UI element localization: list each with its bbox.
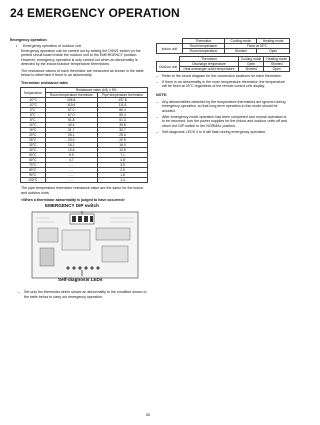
page-number: 55 bbox=[146, 413, 150, 417]
dash-icon: – bbox=[156, 99, 158, 104]
list-item bbox=[156, 74, 290, 79]
subheading: <When a thermistor abnormality is judged to have occurred> bbox=[21, 197, 125, 202]
note-heading: NOTE: bbox=[156, 92, 168, 97]
table-cell: 80°C bbox=[21, 168, 46, 173]
cell: Open bbox=[238, 62, 263, 67]
table-cell: 55.4 bbox=[98, 113, 148, 118]
cell: Shorted bbox=[238, 67, 263, 72]
table-cell: 25°C bbox=[21, 138, 46, 143]
table-cell: 3.5 bbox=[98, 163, 148, 168]
table-cell: 10.6 bbox=[45, 148, 97, 153]
page-title: 24 EMERGENCY OPERATION bbox=[10, 6, 180, 20]
col-header: Cooling mode bbox=[225, 39, 257, 44]
cell: Heat exchanger outlet temperature bbox=[180, 67, 239, 72]
table-cell: 7.1 bbox=[98, 153, 148, 158]
left-column bbox=[10, 38, 148, 301]
table-cell: 1.8 bbox=[98, 173, 148, 178]
table-cell: 6.9 bbox=[45, 153, 97, 158]
table-cell: 51.8 bbox=[45, 118, 97, 123]
table-cell: -10°C bbox=[21, 103, 46, 108]
table-cell: ...... bbox=[45, 163, 97, 168]
cell: Room temperature bbox=[182, 44, 224, 49]
left-dash-list bbox=[10, 290, 148, 299]
table-cell: 60°C bbox=[21, 158, 46, 163]
indoor-emergency-table bbox=[156, 38, 290, 54]
col-header: Heating mode bbox=[257, 39, 290, 44]
table-cell: 67.0 bbox=[45, 113, 97, 118]
right-dash-list bbox=[156, 74, 290, 89]
paragraph: The resistance values of each thermistor are measured as shown in the table below to determine if there is an abnormality. bbox=[21, 68, 144, 78]
table-cell: 20°C bbox=[21, 133, 46, 138]
table-cell: 2.5 bbox=[98, 168, 148, 173]
list-item bbox=[156, 100, 290, 114]
table-cell: 31.7 bbox=[45, 128, 97, 133]
table-cell: 20.5 bbox=[98, 138, 148, 143]
paragraph: Emergency operation can be carried out by setting the DSW1 switch on the printed circuit board inside the outdoor unit to the EMERGENCY position. However, emergency operation is only carried out when an abnormality is detected by the indoor/outdoor temperature thermistors. bbox=[21, 48, 141, 67]
table-cell: 1.4 bbox=[98, 178, 148, 183]
paragraph: The pipe temperature thermistor resistance value are the same for the indoor and outdoor units. bbox=[21, 186, 144, 195]
self-diagnosis-label: Self-diagnosis LEDs bbox=[58, 277, 103, 283]
table-cell: 100°C bbox=[21, 178, 46, 183]
table-row bbox=[21, 178, 148, 183]
table-cell: 16.1 bbox=[45, 143, 97, 148]
table-cell: 5°C bbox=[21, 113, 46, 118]
row-label: Outdoor unit bbox=[157, 62, 180, 72]
table-cell: 40.4 bbox=[45, 123, 97, 128]
table-cell: 30.7 bbox=[98, 128, 148, 133]
list-item-text: Refer to the circuit diagram for the connection locations for each thermistor. bbox=[162, 74, 282, 78]
list-item-text: Self-diagnosis LEDS 4 to 6 will flash during emergency operation. bbox=[162, 129, 267, 134]
table-cell: 5°C bbox=[21, 118, 46, 123]
table-cell: 119.6 bbox=[45, 103, 97, 108]
cell: Open bbox=[264, 67, 290, 72]
table-cell: 15°C bbox=[21, 128, 46, 133]
col-header: Cooling mode bbox=[238, 57, 263, 62]
cell: Room temperature bbox=[182, 49, 224, 54]
dash-icon: – bbox=[156, 114, 158, 119]
table-cell: ...... bbox=[45, 178, 97, 183]
col-header: Thermistor bbox=[180, 57, 239, 62]
table-cell: 25.0 bbox=[98, 133, 148, 138]
list-item-text: Any abnormalities detected by the temperature thermistors are ignored during emergency operation, so that long-term operation in this mode should be avoided. bbox=[162, 99, 286, 113]
col-header: Temperature bbox=[21, 88, 46, 98]
dash-icon: – bbox=[18, 290, 20, 295]
table-cell: 51.3 bbox=[98, 118, 148, 123]
col-header: Pipe temperature thermistor bbox=[98, 93, 148, 98]
list-item-text: Set only the thermistor which shows an abnormality to the condition shown in the table below to carry out emergency operation bbox=[24, 290, 147, 299]
table-cell: 197.8 bbox=[98, 98, 148, 103]
list-item-text: If there is an abnormality in the room temperature thermistor, the temperature will be fixed at 25°C regardless of the remote control unit display. bbox=[162, 79, 285, 89]
dash-icon: – bbox=[156, 79, 158, 84]
col-header: Room temperature thermistor bbox=[45, 93, 97, 98]
note-list bbox=[156, 100, 290, 135]
cell: Shorted bbox=[264, 62, 290, 67]
table-title: Thermistor resistance table bbox=[21, 80, 68, 85]
dash-icon: – bbox=[156, 129, 158, 134]
table-cell: ...... bbox=[45, 168, 97, 173]
list-item bbox=[156, 130, 290, 135]
right-column bbox=[156, 38, 290, 135]
table-cell: 66.4 bbox=[98, 108, 148, 113]
cell: Discharge temperature bbox=[180, 62, 239, 67]
table-cell: 39.8 bbox=[98, 123, 148, 128]
dash-icon: – bbox=[156, 74, 158, 78]
table-cell: -20°C bbox=[21, 98, 46, 103]
table-cell: 10.6 bbox=[98, 148, 148, 153]
cell: Shorted bbox=[225, 49, 257, 54]
thermistor-resistance-table bbox=[20, 87, 148, 183]
table-cell: 25.1 bbox=[45, 133, 97, 138]
dip-switch-label: EMERGENCY DIP switch bbox=[45, 203, 99, 209]
table-cell: 50°C bbox=[21, 153, 46, 158]
outdoor-emergency-table bbox=[156, 56, 290, 72]
table-cell: 40°C bbox=[21, 148, 46, 153]
table-cell: 70°C bbox=[21, 163, 46, 168]
table-cell: ...... bbox=[45, 173, 97, 178]
bullet-icon: • bbox=[16, 44, 18, 49]
table-cell: 30°C bbox=[21, 143, 46, 148]
table-cell: 206.8 bbox=[45, 98, 97, 103]
bullet-title: Emergency operation of outdoor unit bbox=[23, 44, 82, 49]
col-header: Heating mode bbox=[264, 57, 290, 62]
section-heading: Emergency operation bbox=[10, 38, 47, 42]
table-cell: 4.7 bbox=[45, 158, 97, 163]
list-item bbox=[18, 290, 148, 299]
col-header: Resistance value (kΩ) ± 5% bbox=[45, 88, 147, 93]
cell: Fixed at 25°C bbox=[225, 44, 290, 49]
row-label: Indoor unit bbox=[157, 44, 183, 54]
col-header: Thermistor bbox=[182, 39, 224, 44]
list-item-text: After emergency mode operation has been completed and normal operation is to be resumed, turn the power supplies for the indoor and outdoor units off and return the DIP switch to the NORMAL position. bbox=[162, 114, 287, 128]
table-body bbox=[21, 98, 148, 183]
table-cell: 10°C bbox=[21, 123, 46, 128]
table-cell: 0°C bbox=[21, 108, 46, 113]
pcb-diagram bbox=[10, 204, 148, 288]
cell: Open bbox=[257, 49, 290, 54]
table-cell: 20.0 bbox=[45, 138, 97, 143]
table-cell: 16.0 bbox=[98, 143, 148, 148]
pcb-illustration bbox=[10, 204, 148, 288]
table-cell: 90°C bbox=[21, 173, 46, 178]
table-cell: 4.8 bbox=[98, 158, 148, 163]
list-item bbox=[156, 80, 290, 89]
table-cell: 111.8 bbox=[98, 103, 148, 108]
list-item bbox=[156, 115, 290, 129]
table-cell: 67.0 bbox=[45, 108, 97, 113]
